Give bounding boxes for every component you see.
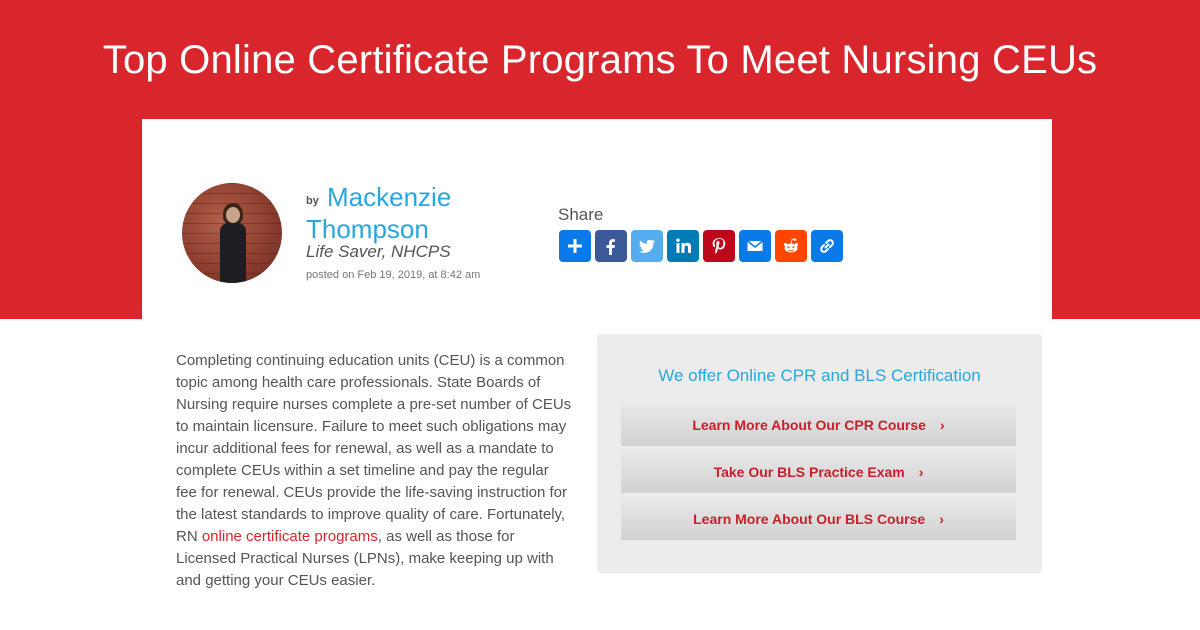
plus-icon [565,236,585,256]
share-pinterest-button[interactable] [703,230,735,262]
by-label: by [306,195,319,207]
chevron-right-icon: › [939,511,944,527]
facebook-icon [601,236,621,256]
pinterest-icon [709,236,729,256]
bls-course-button[interactable] [621,498,1016,540]
chevron-right-icon: › [939,417,945,433]
bls-practice-exam-button[interactable] [621,451,1016,493]
reddit-icon [781,236,801,256]
cpr-course-label: Learn More About Our CPR Course [692,417,926,433]
chevron-right-icon: › [918,464,924,480]
share-add-button[interactable] [559,230,591,262]
share-twitter-button[interactable] [631,230,663,262]
share-linkedin-button[interactable] [667,230,699,262]
email-icon [745,236,765,256]
share-email-button[interactable] [739,230,771,262]
twitter-icon [637,236,657,256]
share-reddit-button[interactable] [775,230,807,262]
bls-course-label: Learn More About Our BLS Course [693,511,926,527]
author-role: Life Saver, NHCPS [306,242,451,261]
posted-date: posted on Feb 19, 2019, at 8:42 am [306,269,481,281]
linkedin-icon [673,236,693,256]
avatar-head [226,207,240,223]
share-facebook-button[interactable] [595,230,627,262]
share-buttons [559,230,843,262]
author-avatar [182,183,282,283]
avatar-body [220,223,246,283]
author-name-link[interactable]: Mackenzie Thompson [306,182,452,244]
online-certificate-programs-link[interactable]: online certificate programs [201,528,378,545]
page-title: Top Online Certificate Programs To Meet Nursing CEUs [102,38,1098,82]
certification-sidebar [597,334,1042,573]
share-label: Share [558,205,604,224]
article-text-start: Completing continuing education units (CEU) is a common topic among health care professionals. State Boards of Nursing require nurses complete a pre-set number of CEUs to maintain licensure. Failure to meet such obligations may incur additional fees for renewal, as well as a mandate to complete CEUs within a set timeline and pay the regular fee for renewal. CEUs provide the life-saving instruction for the latest standards to improve quality of care. Fortunately, RN [176,352,572,545]
link-icon [817,236,837,256]
article-text-end: , as well as those for Licensed Practical Nurses (LPNs), make keeping up with and getting your CEUs easier. [176,528,554,589]
cpr-course-button[interactable] [621,404,1016,446]
bls-practice-exam-label: Take Our BLS Practice Exam [713,464,905,480]
sidebar-heading: We offer Online CPR and BLS Certification [658,366,981,385]
share-copy-link-button[interactable] [811,230,843,262]
article-paragraph [176,350,572,592]
